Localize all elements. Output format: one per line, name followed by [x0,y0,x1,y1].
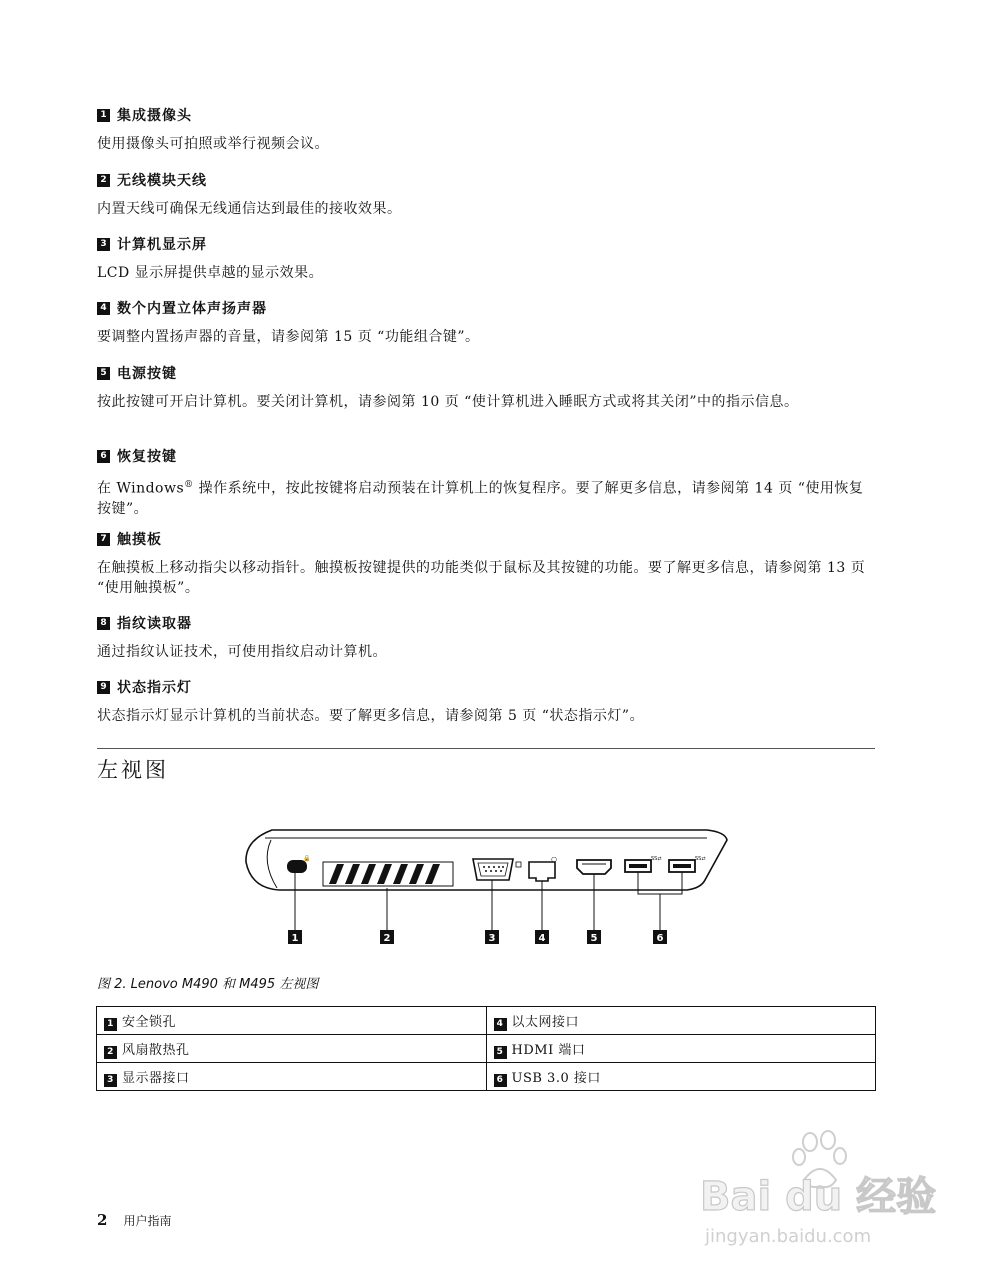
item-title: 状态指示灯 [117,680,192,696]
item-description: 按此按键可开启计算机。要关闭计算机，请参阅第 10 页 “使计算机进入睡眠方式或将其关闭”中的指示信息。 [97,394,799,410]
legend-label: USB 3.0 接口 [511,1070,601,1086]
item-fingerprint-reader [97,614,877,662]
hdmi-port-icon [577,860,611,874]
item-recovery-button [97,447,877,519]
legend-cell [486,1007,876,1035]
callout-number: 5 [97,367,110,380]
item-title: 指纹读取器 [117,616,192,632]
section-divider [97,748,875,749]
page-number: 2 [97,1211,108,1229]
legend-table [96,1006,876,1091]
watermark-brand: Bai du 经验 [700,1174,937,1220]
legend-label: 以太网接口 [511,1014,580,1030]
item-power-button [97,364,877,412]
callout-number: 1 [104,1018,117,1031]
usb-port-icon [625,856,706,872]
callout-5: 5 [590,933,598,944]
item-touchpad [97,530,877,598]
callout-number: 7 [97,533,110,546]
callout-number: 3 [104,1074,117,1087]
callout-number: 6 [494,1074,507,1087]
item-title: 数个内置立体声扬声器 [117,301,267,317]
callout-1: 1 [291,933,299,944]
item-title: 电源按键 [117,366,177,382]
item-title: 触摸板 [117,532,162,548]
legend-label: HDMI 端口 [511,1042,586,1058]
item-title: 恢复按键 [117,449,177,465]
item-description: LCD 显示屏提供卓越的显示效果。 [97,265,324,281]
laptop-left-view-figure [237,822,737,952]
callout-number: 6 [97,450,110,463]
item-wireless-antenna [97,171,877,219]
callout-number: 5 [494,1046,507,1059]
section-title: 左视图 [97,758,169,782]
legend-cell [97,1035,487,1063]
callout-number: 9 [97,681,110,694]
item-speakers [97,299,877,347]
svg-text:⎔: ⎔ [551,856,558,864]
item-title: 计算机显示屏 [117,237,207,253]
legend-label: 安全锁孔 [122,1014,177,1030]
table-row [97,1007,876,1035]
fan-vent-icon [323,862,453,886]
callout-number: 1 [97,109,110,122]
legend-cell [97,1063,487,1091]
legend-cell [486,1063,876,1091]
svg-text:SS⇄: SS⇄ [695,856,706,862]
lock-symbol-icon: 🔒 [303,855,311,862]
callout-6: 6 [656,933,664,944]
legend-cell [97,1007,487,1035]
item-description: 使用摄像头可拍照或举行视频会议。 [97,136,329,152]
item-description: 通过指纹认证技术，可使用指纹启动计算机。 [97,644,387,660]
footer-title: 用户指南 [123,1214,172,1228]
legend-label: 风扇散热孔 [122,1042,190,1058]
body-prefix: 在 Windows [97,480,185,497]
item-description [97,475,877,519]
callout-3: 3 [488,933,496,944]
legend-cell [486,1035,876,1063]
callout-2: 2 [383,933,391,944]
callout-number: 8 [97,617,110,630]
item-integrated-camera [97,106,877,154]
item-display [97,235,877,283]
figure-caption: 图 2. Lenovo M490 和 M495 左视图 [97,977,319,992]
item-title: 集成摄像头 [117,108,192,124]
page-footer [97,1211,171,1229]
callout-number: 4 [494,1018,507,1031]
item-description: 在触摸板上移动指尖以移动指针。触摸板按键提供的功能类似于鼠标及其按键的功能。要了解更多信息，请参阅第 13 页 “使用触摸板”。 [97,560,866,596]
callout-number: 2 [97,174,110,187]
item-status-indicators [97,678,877,726]
baidu-watermark-logo [700,1130,950,1250]
legend-label: 显示器接口 [122,1070,190,1086]
item-description: 内置天线可确保无线通信达到最佳的接收效果。 [97,201,402,217]
vga-port-icon [473,859,521,880]
ethernet-port-icon [529,856,557,881]
item-description: 状态指示灯显示计算机的当前状态。要了解更多信息，请参阅第 5 页 “状态指示灯”。 [97,708,645,724]
registered-mark: ® [184,480,194,490]
watermark-url: jingyan.baidu.com [705,1226,872,1247]
figure-callouts [288,930,667,944]
item-title: 无线模块天线 [117,173,207,189]
table-row [97,1035,876,1063]
callout-4: 4 [538,933,546,944]
callout-number: 3 [97,238,110,251]
callout-number: 2 [104,1046,117,1059]
callout-number: 4 [97,302,110,315]
svg-text:SS⇄: SS⇄ [651,856,662,862]
table-row [97,1063,876,1091]
body-suffix: 操作系统中，按此按键将启动预装在计算机上的恢复程序。要了解更多信息，请参阅第 14 页 “使用恢复按键”。 [97,480,864,517]
item-description: 要调整内置扬声器的音量，请参阅第 15 页 “功能组合键”。 [97,329,480,345]
